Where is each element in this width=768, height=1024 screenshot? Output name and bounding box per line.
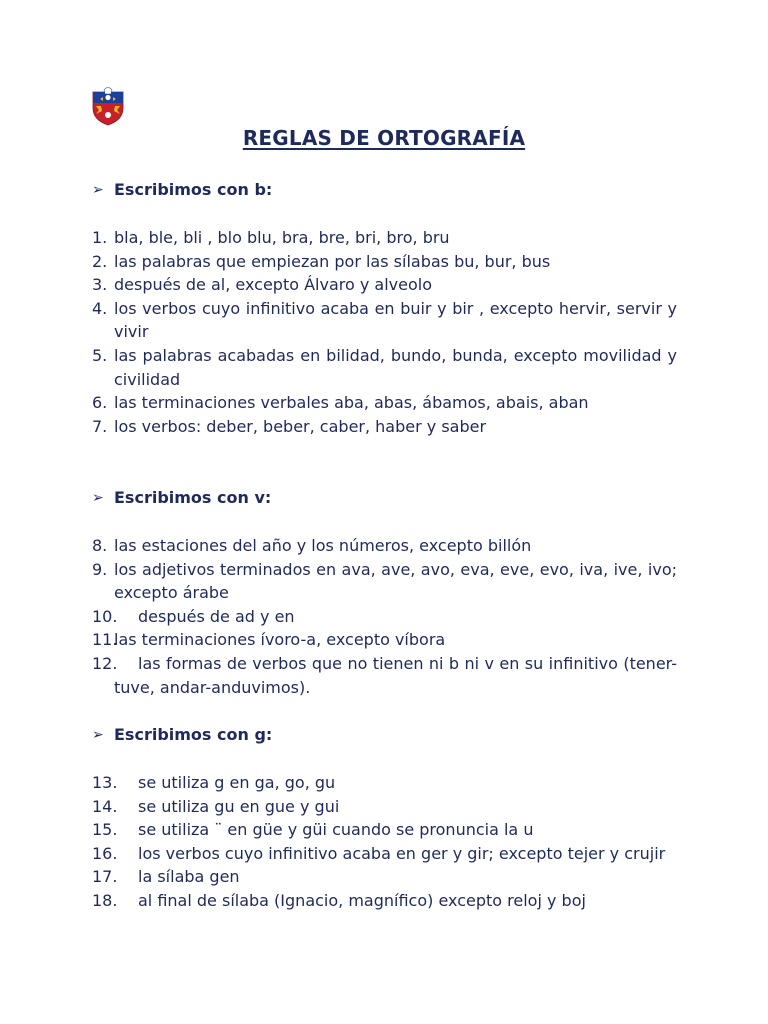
list-item: 16. los verbos cuyo infinitivo acaba en ger y gir; excepto tejer y crujir <box>92 843 666 863</box>
section-b-heading <box>92 179 682 201</box>
list-item: 12. las formas de verbos que no tienen ni b ni v en su infinitivo (tener- tuve, andar-anduvimos). <box>92 653 677 697</box>
list-item: 15. se utiliza ¨ en güe y güi cuando se pronuncia la u <box>92 820 534 840</box>
section-g-heading <box>92 724 682 746</box>
list-item: 5. las palabras acabadas en bilidad, bundo, bunda, excepto movilidad y civilidad <box>92 345 677 389</box>
list-item: 1. bla, ble, bli , blo blu, bra, bre, bri, bro, bru <box>92 228 450 247</box>
section-heading: Escribimos con v: <box>114 488 272 507</box>
list-item: 9. los adjetivos terminados en ava, ave, avo, eva, eve, evo, iva, ive, ivo; excepto árabe <box>92 559 677 603</box>
rules-list-b <box>92 226 677 438</box>
list-item: 6. las terminaciones verbales aba, abas, ábamos, abais, aban <box>92 393 589 413</box>
list-item: 3. después de al, excepto Álvaro y alveolo <box>92 275 433 295</box>
section-heading: Escribimos con b: <box>114 180 273 199</box>
rules-list-v <box>92 534 677 699</box>
list-item: 2. las palabras que empiezan por las sílabas bu, bur, bus <box>92 251 551 271</box>
list-item: 14. se utiliza gu en gue y gui <box>92 796 340 816</box>
list-item: 4. los verbos cuyo infinitivo acaba en buir y bir , excepto hervir, servir y vivir <box>92 298 677 342</box>
arrow-bullet-icon: ➢ <box>92 727 104 743</box>
section-heading: Escribimos con g: <box>114 725 273 744</box>
list-item: 17. la sílaba gen <box>92 867 240 887</box>
arrow-bullet-icon: ➢ <box>92 490 104 506</box>
list-item: 11. las terminaciones ívoro-a, excepto víbora <box>92 630 446 650</box>
list-item: 18. al final de sílaba (Ignacio, magnífico) excepto reloj y boj <box>92 890 586 910</box>
document-title: REGLAS DE ORTOGRAFÍA <box>242 126 526 150</box>
arrow-bullet-icon: ➢ <box>92 182 104 198</box>
list-item: 10. después de ad y en <box>92 606 295 626</box>
list-item: 13. se utiliza g en ga, go, gu <box>92 773 336 792</box>
rules-list-g <box>92 771 677 913</box>
list-item: 8. las estaciones del año y los números, excepto billón <box>92 536 532 555</box>
section-v-heading <box>92 487 682 509</box>
school-crest-logo <box>90 86 126 126</box>
list-item: 7. los verbos: deber, beber, caber, haber y saber <box>92 416 487 436</box>
